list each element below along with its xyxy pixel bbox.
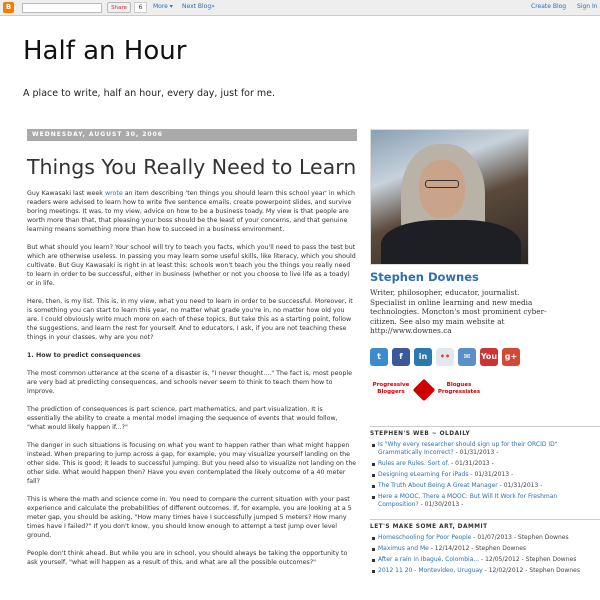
list-item-link[interactable]: Here a MOOC, There a MOOC: But Will It Work for Freshman Composition? (378, 492, 558, 508)
paragraph: The danger in such situations is focusing on what you want to happen rather than what might happen instead. When preparing to jump across a gap, for example, you may visualize yourself landing on the other side. This is good; it leads to successful jumping. But you need also to visualize not landing on the other side. What would happen then? Have you even contemplated the likely outcome of a 40 meter fall? (27, 442, 357, 485)
list-item-meta: - 01/07/2013 - Stephen Downes (471, 533, 569, 541)
list-item (370, 471, 585, 479)
list-item-meta: - 01/31/2013 - (453, 448, 499, 456)
twitter-icon[interactable]: t (370, 348, 388, 366)
email-icon[interactable]: ✉ (458, 348, 476, 366)
text: Guy Kawasaki last week (27, 190, 105, 197)
section-title: LET'S MAKE SOME ART, DAMMIT (370, 523, 488, 530)
list-item-link[interactable]: Maximus and Me (378, 544, 429, 552)
list-item-link[interactable]: Homeschooling for Poor People (378, 533, 472, 541)
sign-in-link[interactable]: Sign In (577, 3, 598, 10)
wrote-link[interactable]: wrote (104, 190, 123, 197)
social-icons (370, 348, 600, 366)
paragraph: The most common utterance at the scene of a disaster is, "I never thought...." The fact is, most people are very bad at predicting consequences, and schools never seem to think to teach them how to improve. (27, 370, 352, 395)
paragraph: Here, then, is my list. This is, in my view, what you need to learn in order to be successful. Moreover, it is something you can start to learn this year, no matter what grade you're in, no matter how old you are. I could obviously write much more on each of these topics, But take this as a starting point, follow the suggestions, and learn the rest for yourself. And to educators, I ask, if you are not teaching these things in your classes, why are you not? (27, 298, 353, 341)
youtube-icon[interactable]: You (480, 348, 498, 366)
list-item-meta: - 01/31/2013 - (468, 470, 514, 478)
post-column (27, 129, 357, 576)
oldaily-list (370, 441, 585, 509)
list-item-meta: - 01/30/2013 - (418, 500, 464, 508)
share-button[interactable]: Share (107, 2, 131, 13)
flickr-icon[interactable]: •• (436, 348, 454, 366)
linkedin-icon[interactable]: in (414, 348, 432, 366)
progressive-bloggers-badge[interactable]: Progressive Bloggers (372, 381, 410, 395)
list-item-meta: - 01/31/2013 - (497, 481, 543, 489)
list-item-meta: - 12/05/2012 - Stephen Downes (479, 555, 577, 563)
list-item-link[interactable]: Is "Why every researcher should sign up for their ORCID ID" Grammatically Incorrect? (378, 440, 558, 456)
more-menu[interactable]: More ▾ (153, 3, 173, 10)
paragraph: But what should you learn? Your school will try to teach you facts, which you'll need to pass the test but which are otherwise useless. In passing you may learn some useful skills, like literacy, which you should cultivate. But Guy Kawasaki is right in at least this: schools won't teach you the things you really need to learn in order to be successful, either in business (whether or not you choose to live life as a toady) or in life. (27, 244, 356, 287)
search-input[interactable] (22, 3, 102, 13)
list-item-link[interactable]: Designing eLearning For iPads (378, 470, 469, 478)
list-item-link[interactable]: 2012 11 20 - Montevideo, Uruguay (378, 566, 483, 574)
sidebar (370, 129, 600, 578)
list-item-meta: - 12/02/2012 - Stephen Downes (482, 566, 580, 574)
section-title: STEPHEN'S WEB ~ OLDAILY (370, 430, 471, 437)
create-blog-link[interactable]: Create Blog (531, 3, 567, 10)
next-blog-link[interactable]: Next Blog» (182, 3, 215, 10)
maple-leaf-icon (413, 378, 436, 401)
googleplus-icon[interactable]: g+ (502, 348, 520, 366)
blogger-navbar (0, 0, 600, 16)
list-item (370, 482, 585, 490)
profile-bio: Writer, philosopher, educator, journalist. Specialist in online learning and new media technologies. Moncton's most prominent cyber-citizen. See also my main website at http://www.downes.ca (370, 288, 547, 335)
post-date: WEDNESDAY, AUGUST 30, 2006 (27, 129, 357, 141)
list-item-link[interactable]: The Truth About Being A Great Manager (378, 481, 498, 489)
blog-tagline: A place to write, half an hour, every day, just for me. (23, 88, 276, 99)
post-body (27, 189, 357, 567)
list-item-link[interactable]: After a rain in Ibagué, Colombia... (378, 555, 480, 563)
list-item (370, 567, 585, 575)
list-item (370, 556, 585, 564)
share-count: 6 (134, 2, 147, 13)
paragraph (27, 189, 357, 234)
blog-title[interactable]: Half an Hour (23, 36, 187, 66)
paragraph: People don't think ahead. But while you are in school, you should always be taking the opportunity to ask yourself, "what will happen as a result of this, and what are all the possible outcomes?" (27, 550, 348, 566)
profile-name[interactable]: Stephen Downes (370, 270, 479, 284)
art-list (370, 534, 585, 575)
blogues-progressistes-badge[interactable]: Blogues Progressistes (437, 381, 481, 395)
section-heading: 1. How to predict consequences (27, 352, 141, 359)
list-item-link[interactable]: Rules are Rules. Sort of. (378, 459, 450, 467)
paragraph: The prediction of consequences is part science, part mathematics, and part visualization. It is essentially the ability to create a mental model imaging the sequence of events that would follow, "what would likely happen if...?" (27, 406, 338, 431)
list-item (370, 460, 585, 468)
blogger-logo-icon[interactable]: B (3, 2, 14, 13)
art-section (370, 519, 600, 575)
list-item-meta: - 01/31/2013 - (449, 459, 494, 467)
text: an item describing 'ten things you should learn this school year' in which readers were advised to learn how to write five sentence emails, create powerpoint slides, and survive boring meetings. It was, to my view, advice on how to be a business toady. My view is that people are worth more than that, that pleasing your boss should be the least of your concerns, and that genuine learning means something more than how to succeed in a business environment. (27, 190, 355, 233)
list-item (370, 493, 585, 509)
profile-photo (370, 129, 529, 265)
list-item-meta: - 12/14/2012 - Stephen Downes (428, 544, 527, 552)
post-title[interactable]: Things You Really Need to Learn (27, 155, 357, 179)
list-item (370, 545, 585, 553)
list-item (370, 534, 585, 542)
oldaily-section (370, 426, 600, 509)
list-item (370, 441, 585, 457)
blogger-badges (370, 380, 600, 416)
paragraph: This is where the math and science come in. You need to compare the current situation with your past experience and calculate the probabilities of different outcomes. If, for example, you are looking at a 5 meter gap, you should be asking, "How many times have I successfully jumped 5 meters? How many times have I failed?" If you don't know, you should know enough to attempt a test jump over level ground. (27, 496, 352, 539)
facebook-icon[interactable]: f (392, 348, 410, 366)
